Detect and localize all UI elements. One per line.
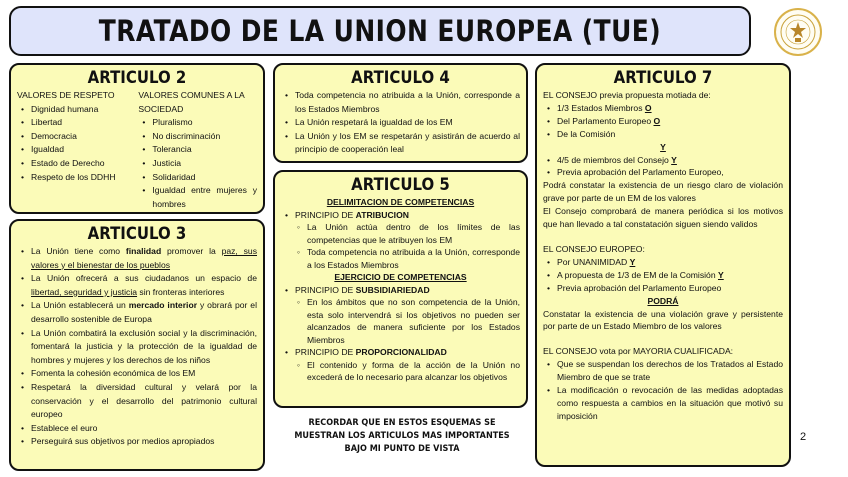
- principle-item: • PRINCIPIO DE SUBSIDIARIEDAD: [281, 284, 520, 297]
- list-item: • Perseguirá sus objetivos por medios apropiados: [17, 435, 257, 449]
- list-item: • Igualdad: [17, 143, 138, 157]
- list-item: • La modificación o revocación de las medidas adoptadas como respuesta a cambios en la situación que motivó su imposición: [543, 384, 783, 423]
- article-4-title: ARTICULO 4: [351, 68, 450, 88]
- list-item: ◦ El contenido y forma de la acción de la Unión no excederá de lo necesario para alcanzar los objetivos: [281, 359, 520, 384]
- article-3-card: [9, 219, 265, 471]
- list-item: • Respetará la diversidad cultural y velará por la conservación y el desarrollo del patrimonio cultural europeo: [17, 381, 257, 422]
- list-item: • Del Parlamento Europeo O: [543, 115, 783, 128]
- list-item: • Que se suspendan los derechos de los Tratados al Estado Miembro de que se trate: [543, 358, 783, 384]
- list-item: • Toda competencia no atribuida a la Unión, corresponde a los Estados Miembros: [281, 89, 520, 116]
- list-item: • La Unión establecerá un mercado interior y obrará por el desarrollo sostenible de Europa: [17, 299, 257, 326]
- list-item: • Previa aprobación del Parlamento Europeo,: [543, 166, 783, 179]
- list-item: • La Unión tiene como finalidad promover la paz, sus valores y el bienestar de los pueblos: [17, 245, 257, 272]
- principle-item: • PRINCIPIO DE ATRIBUCION: [281, 209, 520, 222]
- page-number: 2: [800, 431, 807, 443]
- title-banner: [9, 6, 751, 56]
- institution-seal-icon: [774, 8, 822, 56]
- reminder-note: RECORDAR QUE EN ESTOS ESQUEMAS SE MUESTRAN LOS ARTICULOS MAS IMPORTANTES BAJO MI PUNTO DE VISTA: [294, 418, 510, 454]
- list-item: • 1/3 Estados Miembros O: [543, 102, 783, 115]
- list-item: ◦ La Unión actúa dentro de los límites de las competencias que le atribuyen los EM: [281, 221, 520, 246]
- list-item: • Por UNANIMIDAD Y: [543, 256, 783, 269]
- paragraph: Podrá constatar la existencia de un riesgo claro de violación grave por parte de un EM de los valores: [543, 180, 783, 204]
- article-5-card: [273, 170, 528, 408]
- list-item: • La Unión combatirá la exclusión social y la discriminación, fomentará la justicia y la protección de la igualdad de hombres y mujeres y los derechos de los niños: [17, 327, 257, 368]
- council-line: EL CONSEJO previa propuesta motiada de:: [543, 90, 711, 100]
- list-item: • Previa aprobación del Parlamento Europeo: [543, 282, 783, 295]
- list-item: • Pluralismo: [138, 116, 257, 130]
- article-2-title: ARTICULO 2: [87, 68, 187, 88]
- common-values-heading: VALORES COMUNES A LA SOCIEDAD: [138, 90, 245, 114]
- article-4-card: [273, 63, 528, 163]
- article-2-card: [9, 63, 265, 214]
- list-item: ◦ Toda competencia no atribuida a la Unión, corresponde a los Estados Miembros: [281, 246, 520, 271]
- list-item: • Dignidad humana: [17, 103, 138, 117]
- list-item: • Respeto de los DDHH: [17, 171, 138, 185]
- paragraph: El Consejo comprobará de manera periódica si los motivos que han llevado a tal constatación siguen siendo validos: [543, 206, 783, 230]
- article-7-card: [535, 63, 791, 467]
- conjunction-y: Y: [660, 141, 666, 152]
- principle-item: • PRINCIPIO DE PROPORCIONALIDAD: [281, 346, 520, 359]
- list-item: • Solidaridad: [138, 171, 257, 185]
- paragraph: Constatar la existencia de una violación grave y persistente por parte de un Estado Miembro de los valores: [543, 308, 783, 332]
- list-item: • La Unión respetará la igualdad de los EM: [281, 116, 520, 130]
- article-3-title: ARTICULO 3: [87, 224, 187, 244]
- list-item: • Fomenta la cohesión económica de los EM: [17, 367, 257, 381]
- list-item: • Democracia: [17, 130, 138, 144]
- list-item: ◦ En los ámbitos que no son competencia de la Unión, esta solo intervendrá si los objetivos no pueden ser alcanzados de manera suficiente por los Estados Miembros: [281, 296, 520, 346]
- podra-label: PODRÁ: [647, 295, 679, 306]
- respect-values-heading: VALORES DE RESPETO: [17, 90, 115, 100]
- competence-exercise-heading: EJERCICIO DE COMPETENCIAS: [334, 272, 467, 282]
- list-item: • La Unión ofrecerá a sus ciudadanos un espacio de libertad, seguridad y justicia sin fronteras interiores: [17, 272, 257, 299]
- competence-delimitation-heading: DELIMITACION DE COMPETENCIAS: [326, 197, 475, 207]
- list-item: • De la Comisión: [543, 128, 783, 141]
- list-item: • La Unión y los EM se respetarán y asistirán de acuerdo al principio de cooperación leal: [281, 130, 520, 157]
- article-7-title: ARTICULO 7: [613, 68, 713, 88]
- list-item: • 4/5 de miembros del Consejo Y: [543, 154, 783, 167]
- article-5-title: ARTICULO 5: [351, 175, 450, 195]
- list-item: • Libertad: [17, 116, 138, 130]
- list-item: • Establece el euro: [17, 422, 257, 436]
- list-item: • Igualdad entre mujeres y hombres: [138, 184, 257, 211]
- list-item: • Estado de Derecho: [17, 157, 138, 171]
- list-item: • Tolerancia: [138, 143, 257, 157]
- list-item: • Justicia: [138, 157, 257, 171]
- qualified-majority-line: EL CONSEJO vota por MAYORIA CUALIFICADA:: [543, 346, 734, 357]
- european-council-line: EL CONSEJO EUROPEO:: [543, 243, 645, 254]
- list-item: • No discriminación: [138, 130, 257, 144]
- list-item: • A propuesta de 1/3 de EM de la Comisión Y: [543, 269, 783, 282]
- page-title: TRATADO DE LA UNION EUROPEA (TUE): [98, 14, 662, 48]
